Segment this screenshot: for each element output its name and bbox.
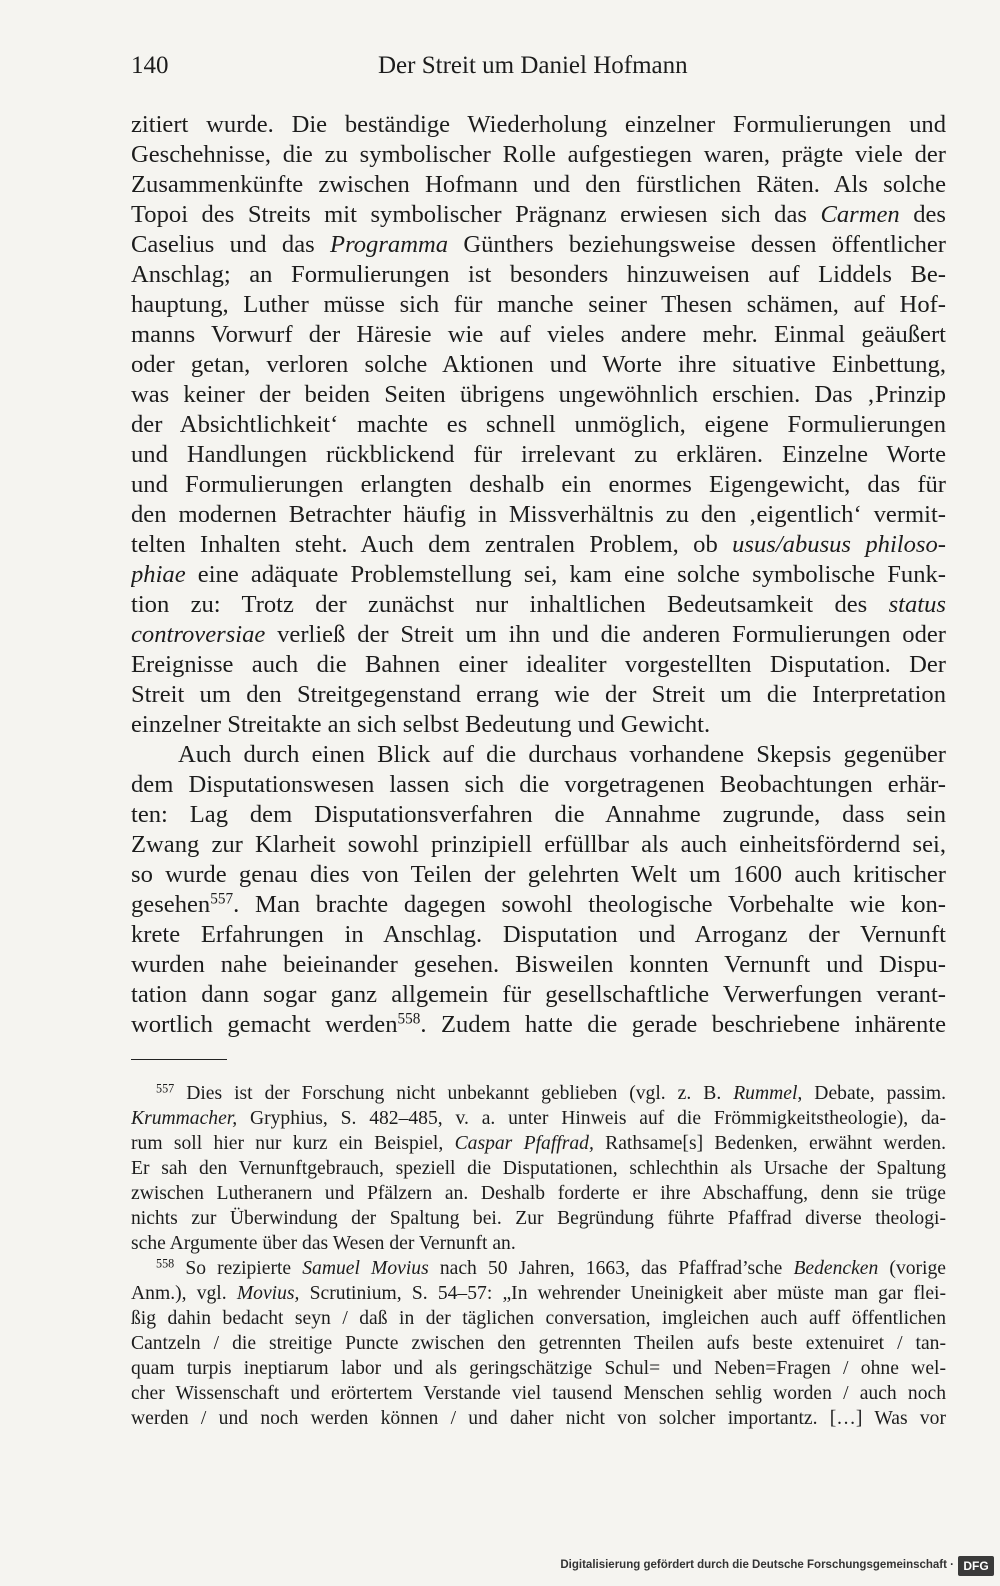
text-line — [131, 440, 946, 470]
text-run: dem Disputationswesen lassen sich die vorgetragenen Beobachtungen erhär- — [131, 771, 946, 798]
text-run: nichts zur Überwindung der Spaltung bei. Zur Begründung führte Pfaffrad diverse theologi- — [131, 1208, 946, 1229]
text-line — [131, 980, 946, 1010]
text-line — [131, 890, 946, 920]
text-line — [131, 950, 946, 980]
text-run: zwischen Lutheranern und Pfälzern an. Deshalb forderte er ihre Abschaffung, denn sie trüge — [131, 1183, 946, 1204]
footnote-line — [131, 1281, 946, 1306]
text-line — [131, 920, 946, 950]
text-run: Er sah den Vernunftgebrauch, speziell die Disputationen, schlechthin als Ursache der Spaltung — [131, 1158, 946, 1179]
text-run: nach 50 Jahren, 1663, das Pfaffrad’sche — [428, 1258, 794, 1279]
text-line — [131, 140, 946, 170]
text-line — [131, 470, 946, 500]
text-line — [131, 260, 946, 290]
text-run: sche Argumente über das Wesen der Vernunft an. — [131, 1233, 516, 1254]
main-text — [131, 110, 946, 1040]
footnote-line — [131, 1256, 946, 1281]
text-line — [131, 830, 946, 860]
text-line — [131, 200, 946, 230]
text-run: phiae — [131, 561, 186, 588]
text-run: eine adäquate Problemstellung sei, kam eine solche symbolische Funk- — [185, 561, 946, 588]
footnote-line — [131, 1331, 946, 1356]
text-run: Streit um den Streitgegenstand errang wie der Streit um die Interpretation — [131, 681, 946, 708]
text-run: wurden nahe beieinander gesehen. Bisweilen konnten Vernunft und Dispu- — [131, 951, 946, 978]
page-number: 140 — [131, 52, 169, 79]
footnote-line — [131, 1206, 946, 1231]
text-run: tion zu: Trotz der zunächst nur inhaltlichen Bedeutsamkeit des — [131, 591, 889, 618]
text-run: und Handlungen rückblickend für irrelevant zu erklären. Einzelne Worte — [131, 441, 946, 468]
footnote-line — [131, 1406, 946, 1431]
text-run: (vorige — [878, 1258, 946, 1279]
text-run: Programma — [330, 231, 449, 258]
text-run: Cantzeln / die streitige Puncte zwischen den getrennten Theilen aufs beste extenuiret / tan- — [131, 1333, 946, 1354]
text-run: usus/abusus philoso- — [732, 531, 946, 558]
text-line — [131, 590, 946, 620]
text-run: ßig dahin bedacht seyn / daß in der täglichen conversation, imgleichen auch auff öffentlichen — [131, 1308, 946, 1329]
footnote-line — [131, 1181, 946, 1206]
text-line — [131, 530, 946, 560]
text-run: Topoi des Streits mit symbolischer Prägnanz erwiesen sich das — [131, 201, 821, 228]
text-run: Caspar Pfaffrad, — [454, 1133, 594, 1154]
text-line — [131, 170, 946, 200]
running-head: Der Streit um Daniel Hofmann — [378, 52, 688, 79]
text-run: Carmen — [820, 201, 900, 228]
text-run: Krummacher, — [131, 1108, 238, 1129]
text-line — [131, 1010, 946, 1040]
page-header — [131, 52, 946, 86]
text-run: so wurde genau dies von Teilen der gelehrten Welt um 1600 auch kritischer — [131, 861, 946, 888]
footnote-ref: 557 — [156, 1081, 175, 1096]
text-line — [131, 710, 946, 740]
text-line — [131, 500, 946, 530]
footnote-line — [131, 1381, 946, 1406]
footnote-ref: 557 — [210, 890, 234, 908]
text-run: Debate, passim. — [802, 1083, 946, 1104]
text-run: controversiae — [131, 621, 266, 648]
text-run: verließ der Streit um ihn und die anderen Formulierungen oder — [265, 621, 946, 648]
text-run: Günthers beziehungsweise dessen öffentlicher — [448, 231, 946, 258]
footnote-line — [131, 1306, 946, 1331]
footnote-ref: 558 — [156, 1256, 175, 1271]
text-run: Auch durch einen Blick auf die durchaus vorhandene Skepsis gegenüber — [178, 741, 946, 768]
text-run: manns Vorwurf der Häresie wie auf vieles andere mehr. Einmal geäußert — [131, 321, 946, 348]
text-run: Dies ist der Forschung nicht unbekannt geblieben (vgl. z. B. — [174, 1083, 734, 1104]
footnote-line — [131, 1356, 946, 1381]
text-run: Geschehnisse, die zu symbolischer Rolle aufgestiegen waren, prägte viele der — [131, 141, 946, 168]
text-line — [131, 740, 946, 770]
text-run: des — [899, 201, 946, 228]
text-run: status — [888, 591, 946, 618]
text-line — [131, 650, 946, 680]
text-line — [131, 770, 946, 800]
text-run: cher Wissenschaft und erörtertem Verstande viel tausend Menschen sehlig worden / auch noch — [131, 1383, 946, 1404]
text-run: quam turpis ineptiarum labor und als geringschätzige Schul= und Neben=Fragen / ohne wel- — [131, 1358, 946, 1379]
text-run: hauptung, Luther müsse sich für manche seiner Thesen schämen, auf Hof- — [131, 291, 946, 318]
text-run: Samuel Movius — [302, 1258, 429, 1279]
footnote-line — [131, 1156, 946, 1181]
text-run: Rathsame[s] Bedenken, erwähnt werden. — [593, 1133, 946, 1154]
text-run: und Formulierungen erlangten deshalb ein enormes Eigengewicht, das für — [131, 471, 946, 498]
text-run: oder getan, verloren solche Aktionen und Worte ihre situative Einbettung, — [131, 351, 946, 378]
text-run: Rummel, — [733, 1083, 803, 1104]
text-run: was keiner der beiden Seiten übrigens ungewöhnlich erschien. Das ‚Prinzip — [131, 381, 946, 408]
text-line — [131, 410, 946, 440]
text-line — [131, 290, 946, 320]
text-run: krete Erfahrungen in Anschlag. Disputation und Arroganz der Vernunft — [131, 921, 946, 948]
text-line — [131, 560, 946, 590]
text-run: Anm.), vgl. — [131, 1283, 237, 1304]
footnote-line — [131, 1081, 946, 1106]
text-run: Scrutinium, S. 54–57: „In wehrender Uneinigkeit aber müste man gar flei- — [299, 1283, 946, 1304]
text-run: rum soll hier nur kurz ein Beispiel, — [131, 1133, 455, 1154]
text-line — [131, 350, 946, 380]
text-run: Anschlag; an Formulierungen ist besonders hinzuweisen auf Liddels Be- — [131, 261, 946, 288]
text-line — [131, 320, 946, 350]
text-run: wortlich gemacht werden — [131, 1011, 398, 1038]
text-run: gesehen — [131, 891, 211, 918]
text-run: telten Inhalten steht. Auch dem zentralen Problem, ob — [131, 531, 733, 558]
text-run: ten: Lag dem Disputationsverfahren die Annahme zugrunde, dass sein — [131, 801, 946, 828]
text-line — [131, 380, 946, 410]
text-run: Gryphius, S. 482–485, v. a. unter Hinweis auf die Frömmigkeitstheologie), da- — [237, 1108, 946, 1129]
text-line — [131, 620, 946, 650]
text-run: der Absichtlichkeit‘ machte es schnell unmöglich, eigene Formulierungen — [131, 411, 946, 438]
text-line — [131, 800, 946, 830]
text-run: zitiert wurde. Die beständige Wiederholung einzelner Formulierungen und — [131, 111, 946, 138]
text-run: tation dann sogar ganz allgemein für gesellschaftliche Verwerfungen verant- — [131, 981, 946, 1008]
footer-credit: Digitalisierung gefördert durch die Deutsche Forschungsgemeinschaft · — [560, 1559, 954, 1571]
text-line — [131, 680, 946, 710]
text-run: Zusammenkünfte zwischen Hofmann und den fürstlichen Räten. Als solche — [131, 171, 946, 198]
footnote-line — [131, 1231, 946, 1256]
text-run: Ereignisse auch die Bahnen einer idealiter vorgestellten Disputation. Der — [131, 651, 946, 678]
text-run: Zwang zur Klarheit sowohl prinzipiell erfüllbar als auch einheitsfördernd sei, — [131, 831, 946, 858]
dfg-logo-icon: DFG — [958, 1556, 994, 1576]
footnote-ref: 558 — [397, 1010, 421, 1028]
footnotes — [131, 1081, 946, 1431]
text-line — [131, 860, 946, 890]
text-line — [131, 110, 946, 140]
text-line — [131, 230, 946, 260]
digitization-footer — [560, 1556, 998, 1578]
text-run: Bedencken — [793, 1258, 879, 1279]
text-run: . Zudem hatte die gerade beschriebene inhärente — [420, 1011, 946, 1038]
text-run: Caselius und das — [131, 231, 331, 258]
text-run: den modernen Betrachter häufig in Missverhältnis zu den ‚eigentlich‘ vermit- — [131, 501, 946, 528]
text-run: So rezipierte — [174, 1258, 303, 1279]
text-run: einzelner Streitakte an sich selbst Bedeutung und Gewicht. — [131, 711, 711, 738]
text-run: werden / und noch werden können / und daher nicht von solcher importantz. […] Was vor — [131, 1408, 946, 1429]
footnote-separator — [131, 1059, 227, 1060]
footnote-line — [131, 1106, 946, 1131]
text-run: . Man brachte dagegen sowohl theologische Vorbehalte wie kon- — [233, 891, 946, 918]
text-run: Movius, — [236, 1283, 300, 1304]
footnote-line — [131, 1131, 946, 1156]
